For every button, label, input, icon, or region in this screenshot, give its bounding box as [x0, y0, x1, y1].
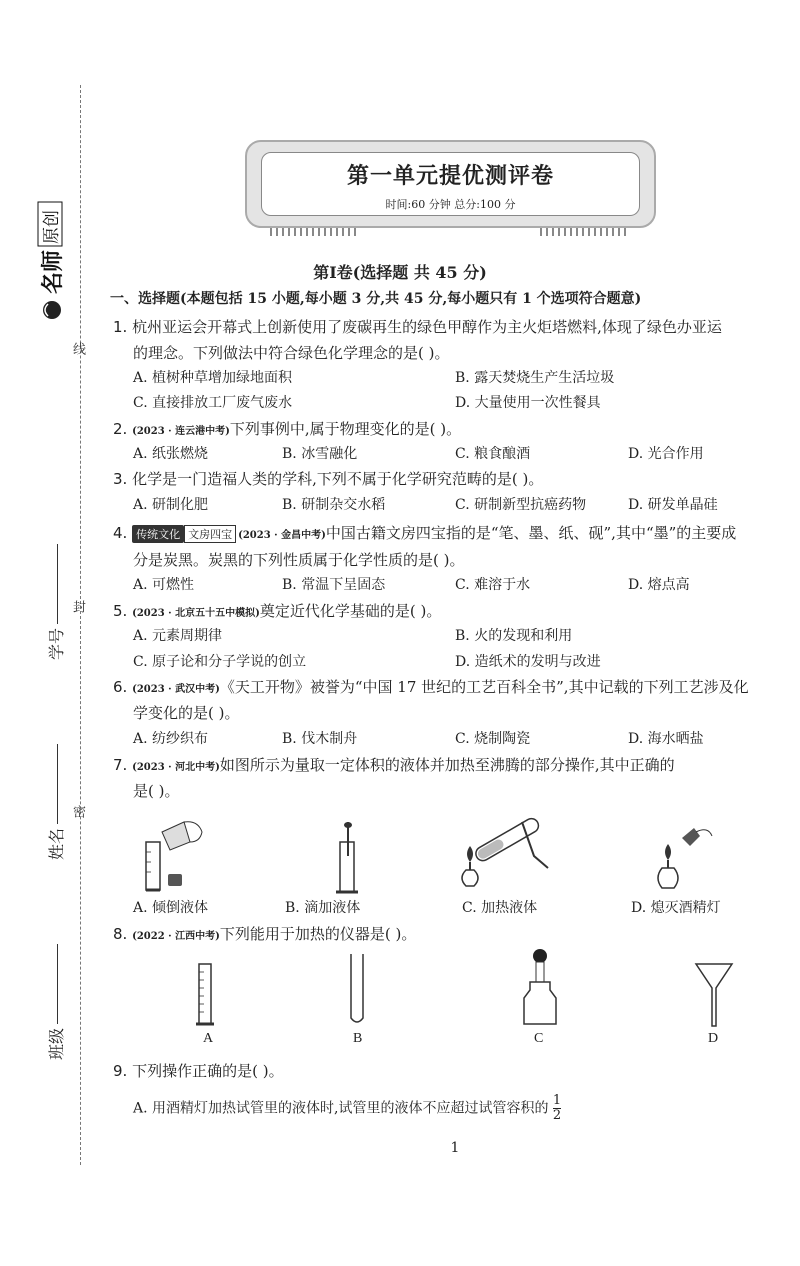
q1-option-d[interactable]: D. 大量使用一次性餐具 [455, 395, 601, 411]
class-field: 班级 [44, 944, 67, 1060]
student-id-field: 学号 [44, 544, 67, 660]
q1-option-b[interactable]: B. 露天焚烧生产生活垃圾 [455, 370, 615, 386]
q4-option-a[interactable]: A. 可燃性 [133, 577, 195, 593]
topic-tag: 文房四宝 [184, 525, 236, 543]
q5-option-b[interactable]: B. 火的发现和利用 [455, 628, 573, 644]
q5-option-c[interactable]: C. 原子论和分子学说的创立 [133, 654, 307, 670]
seal-char-feng: 封 [70, 600, 85, 613]
q8-option-c[interactable]: C [534, 1031, 544, 1046]
q8-option-b[interactable]: B [353, 1031, 363, 1046]
q2-option-b[interactable]: B. 冰雪融化 [282, 446, 358, 462]
decor-stripe-right [540, 228, 628, 236]
decor-stripe-left [270, 228, 358, 236]
test-tube-icon [347, 952, 367, 1028]
heating-liquid-illustration [452, 808, 562, 896]
q3-option-d[interactable]: D. 研发单晶硅 [628, 497, 718, 513]
question-4: 4. 传统文化 文房四宝 (2023 · 金昌中考)中国古籍文房四宝指的是“笔、墨、纸、砚”,其中“墨”的主要成 [113, 524, 737, 542]
graduated-cylinder-icon [196, 962, 216, 1028]
question-2: 2. (2023 · 连云港中考)下列事例中,属于物理变化的是( )。 [113, 420, 462, 438]
q3-option-c[interactable]: C. 研制新型抗癌药物 [455, 497, 587, 513]
q6-option-d[interactable]: D. 海水晒盐 [628, 731, 704, 747]
page-title: 第一单元提优测评卷 [346, 164, 554, 189]
brand-logo [14, 170, 66, 330]
section-heading: 第Ⅰ卷(选择题 共 45 分) [313, 263, 487, 282]
question-7: 7. (2023 · 河北中考)如图所示为量取一定体积的液体并加热至沸腾的部分操作,其中正确的 [113, 756, 675, 774]
q2-option-d[interactable]: D. 光合作用 [628, 446, 704, 462]
q6-option-c[interactable]: C. 烧制陶瓷 [455, 731, 531, 747]
q4-option-b[interactable]: B. 常温下呈固态 [282, 577, 386, 593]
culture-tag: 传统文化 [132, 525, 184, 543]
seal-line [80, 85, 81, 1165]
question-4-line2: 分是炭黑。炭黑的下列性质属于化学性质的是( )。 [133, 551, 465, 569]
page-number: 1 [450, 1140, 460, 1156]
q5-option-a[interactable]: A. 元素周期律 [133, 628, 223, 644]
svg-text:原创: 原创 [42, 210, 62, 244]
q3-option-a[interactable]: A. 研制化肥 [133, 497, 209, 513]
extinguishing-lamp-illustration [652, 822, 722, 894]
question-5: 5. (2023 · 北京五十五中模拟)奠定近代化学基础的是( )。 [113, 602, 442, 620]
q7-option-c[interactable]: C. 加热液体 [462, 900, 538, 916]
svg-text:名师: 名师 [41, 249, 66, 294]
q6-option-b[interactable]: B. 伐木制舟 [282, 731, 358, 747]
question-7-line2: 是( )。 [133, 782, 180, 800]
question-9: 9. 下列操作正确的是( )。 [113, 1062, 284, 1080]
q5-option-d[interactable]: D. 造纸术的发明与改进 [455, 654, 601, 670]
question-6-line2: 学变化的是( )。 [133, 704, 240, 722]
q6-option-a[interactable]: A. 纺纱织布 [133, 731, 209, 747]
question-8: 8. (2022 · 江西中考)下列能用于加热的仪器是( )。 [113, 925, 417, 943]
q2-option-c[interactable]: C. 粮食酿酒 [455, 446, 531, 462]
name-field: 姓名 [44, 744, 67, 860]
question-1-line2: 的理念。下列做法中符合绿色化学理念的是( )。 [133, 344, 450, 362]
funnel-icon [694, 962, 734, 1028]
exam-info: 时间:60 分钟 总分:100 分 [385, 198, 516, 211]
dropping-liquid-illustration [330, 822, 370, 894]
q7-option-a[interactable]: A. 倾倒液体 [133, 900, 209, 916]
q8-option-d[interactable]: D [708, 1031, 719, 1046]
seal-char-mi: 密 [70, 805, 85, 818]
fraction-one-half: $\frac{1}{2}$ [552, 1093, 562, 1123]
part-heading: 一、选择题(本题包括 15 小题,每小题 3 分,共 45 分,每小题只有 1 个选项符合题意) [110, 291, 642, 307]
q1-option-c[interactable]: C. 直接排放工厂废气废水 [133, 395, 293, 411]
q7-option-b[interactable]: B. 滴加液体 [285, 900, 361, 916]
question-6: 6. (2023 · 武汉中考)《天工开物》被誉为“中国 17 世纪的工艺百科全书”,其中记载的下列工艺涉及化 [113, 678, 749, 696]
dropper-bottle-icon [522, 948, 558, 1026]
question-1: 1. 杭州亚运会开幕式上创新使用了废碳再生的绿色甲醇作为主火炬塔燃料,体现了绿色办亚运 [113, 318, 722, 336]
q9-option-a[interactable]: A. 用酒精灯加热试管里的液体时,试管里的液体不应超过试管容积的 $\frac{1}{2}$ [133, 1093, 562, 1123]
q4-option-c[interactable]: C. 难溶于水 [455, 577, 531, 593]
q2-option-a[interactable]: A. 纸张燃烧 [133, 446, 209, 462]
q7-option-d[interactable]: D. 熄灭酒精灯 [631, 900, 721, 916]
q3-option-b[interactable]: B. 研制杂交水稻 [282, 497, 386, 513]
question-3: 3. 化学是一门造福人类的学科,下列不属于化学研究范畴的是( )。 [113, 470, 544, 488]
q8-option-a[interactable]: A [203, 1031, 214, 1046]
seal-char-xian: 线 [70, 342, 85, 355]
title-banner [245, 140, 656, 228]
q1-option-a[interactable]: A. 植树种草增加绿地面积 [133, 370, 293, 386]
pouring-liquid-illustration [140, 812, 220, 894]
q4-option-d[interactable]: D. 熔点高 [628, 577, 690, 593]
